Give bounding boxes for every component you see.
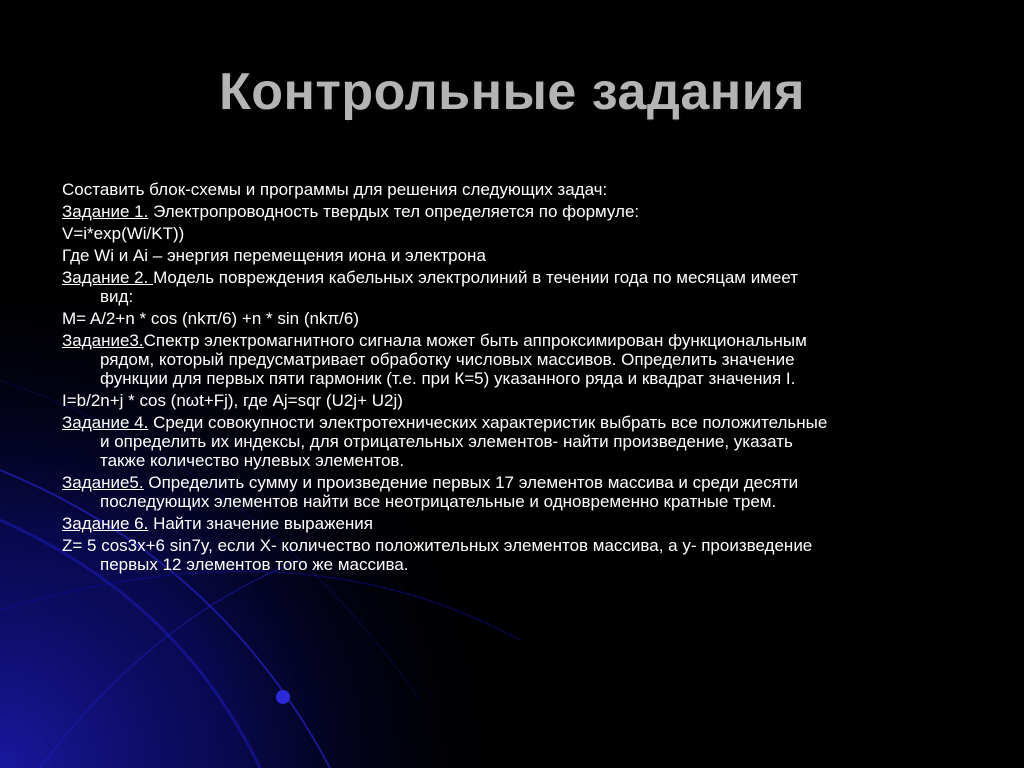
task-3 bbox=[62, 331, 962, 388]
paragraph-line: и определить их индексы, для отрицательных элементов- найти произведение, указать bbox=[100, 432, 793, 451]
task-1 bbox=[62, 202, 962, 221]
formula-1-note bbox=[62, 246, 962, 265]
paragraph-line: вид: bbox=[100, 287, 134, 306]
paragraph-line: I=b/2n+j * cos (nωt+Fj), где Aj=sqr (U2j+ U2j) bbox=[62, 391, 403, 410]
paragraph-line: Z= 5 cos3x+6 sin7y, если X- количество положительных элементов массива, а y- произведение bbox=[62, 536, 813, 555]
paragraph-line: M= A/2+n * cos (nkπ/6) +n * sin (nkπ/6) bbox=[62, 309, 360, 328]
paragraph-line: Где Wi и Ai – энергия перемещения иона и электрона bbox=[62, 246, 486, 265]
formula-6 bbox=[62, 536, 962, 574]
formula-3 bbox=[62, 391, 962, 410]
paragraph-line: также количество нулевых элементов. bbox=[100, 451, 405, 470]
paragraph-line: Среди совокупности электротехнических характеристик выбрать все положительные bbox=[148, 413, 828, 432]
task-label: Задание5. bbox=[62, 473, 144, 492]
paragraph-line: Спектр электромагнитного сигнала может быть аппроксимирован функциональным bbox=[143, 331, 807, 350]
task-label: Задание 6. bbox=[62, 514, 149, 533]
task-label: Задание 1. bbox=[62, 202, 149, 221]
paragraph-line: Составить блок-схемы и программы для решения следующих задач: bbox=[62, 180, 608, 199]
paragraph-line: Определить сумму и произведение первых 17 элементов массива и среди десяти bbox=[143, 473, 799, 492]
paragraph-line: V=i*exp(Wi/KT)) bbox=[62, 224, 185, 243]
task-6 bbox=[62, 514, 962, 533]
task-intro bbox=[62, 180, 962, 199]
task-4 bbox=[62, 413, 962, 470]
task-label: Задание 4. bbox=[62, 413, 149, 432]
paragraph-line: рядом, который предусматривает обработку числовых массивов. Определить значение bbox=[100, 350, 795, 369]
paragraph-line: Модель повреждения кабельных электролиний в течении года по месяцам имеет bbox=[153, 268, 799, 287]
paragraph-line: Найти значение выражения bbox=[148, 514, 374, 533]
task-label: Задание 2. bbox=[62, 268, 154, 287]
formula-1 bbox=[62, 224, 962, 243]
formula-2 bbox=[62, 309, 962, 328]
task-label: Задание3. bbox=[62, 331, 144, 350]
task-5 bbox=[62, 473, 962, 511]
decor-dot bbox=[276, 690, 290, 704]
paragraph-line: первых 12 элементов того же массива. bbox=[100, 555, 409, 574]
slide-title: Контрольные задания bbox=[218, 63, 806, 121]
paragraph-line: функции для первых пяти гармоник (т.е. при К=5) указанного ряда и квадрат значения I. bbox=[100, 369, 796, 388]
slide-content bbox=[62, 180, 962, 577]
paragraph-line: последующих элементов найти все неотрицательные и одновременно кратные трем. bbox=[100, 492, 777, 511]
task-2 bbox=[62, 268, 962, 306]
paragraph-line: Электропроводность твердых тел определяется по формуле: bbox=[148, 202, 640, 221]
